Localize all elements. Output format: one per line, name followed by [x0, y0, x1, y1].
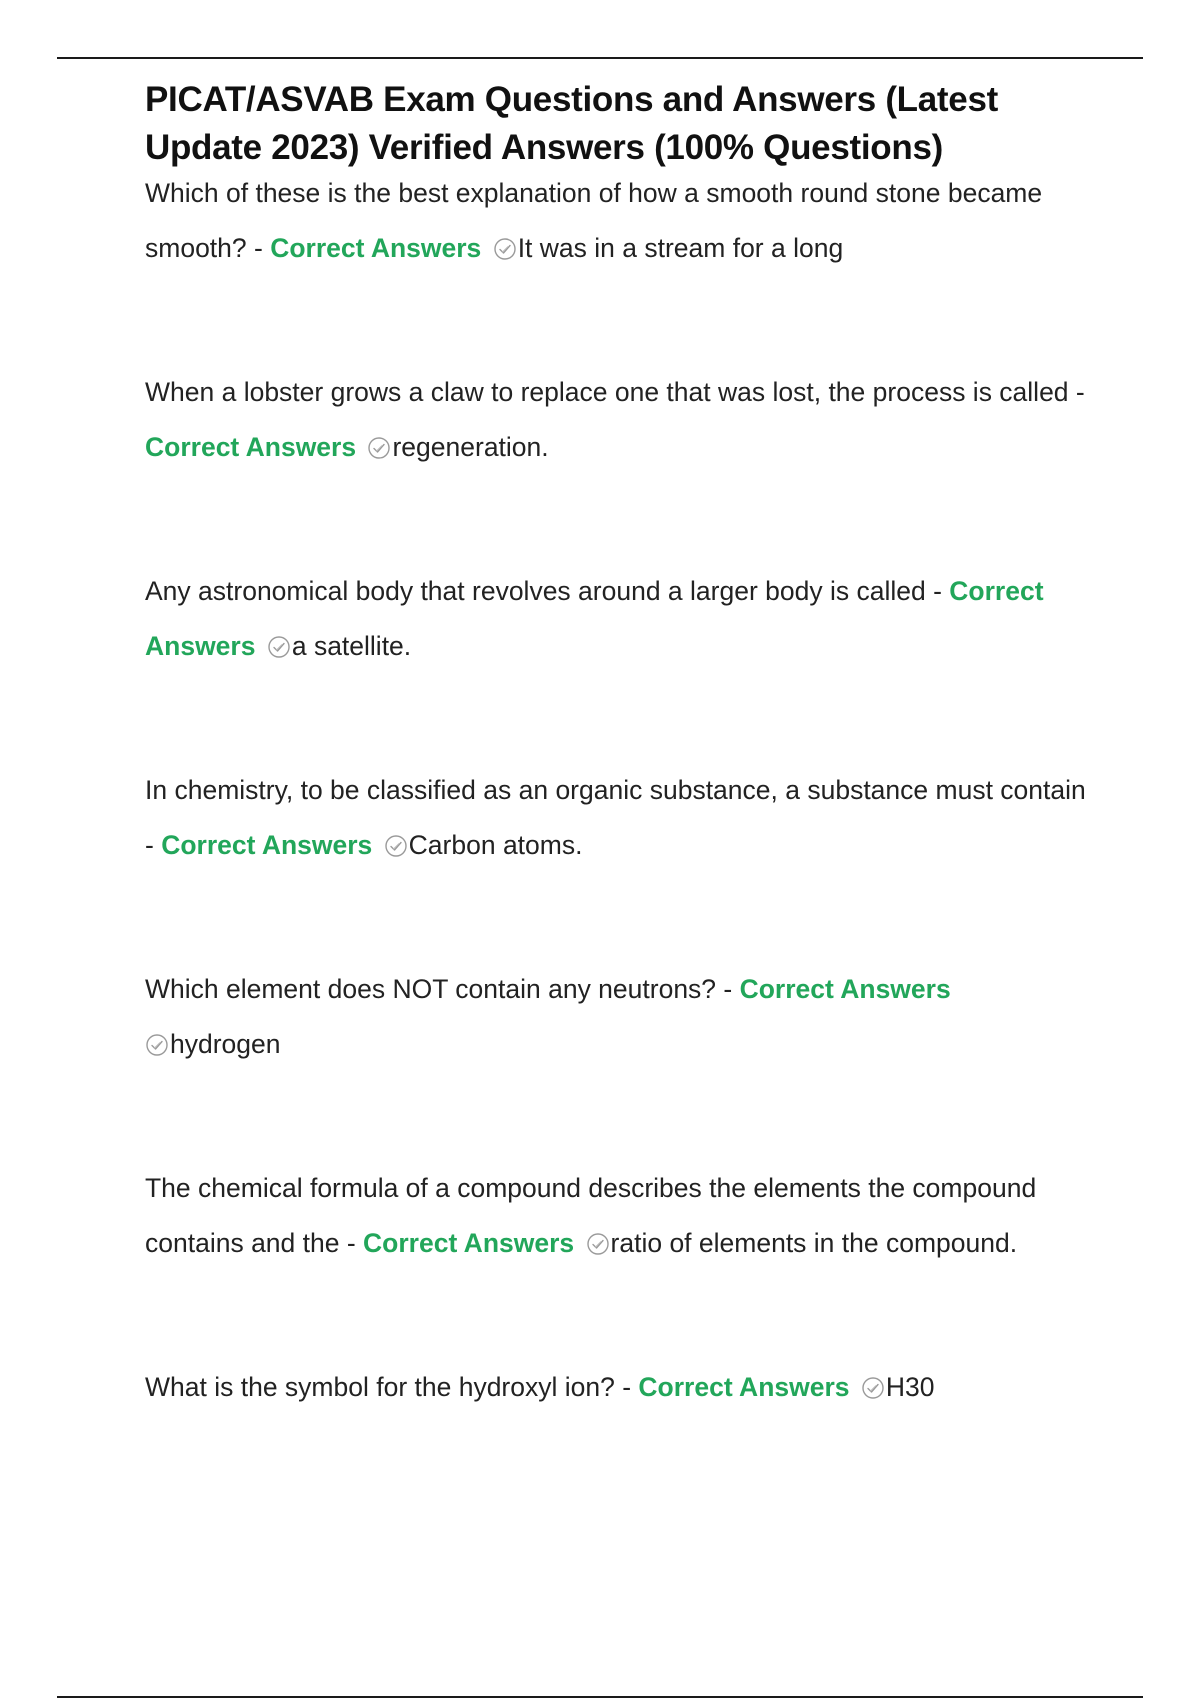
answer-text: hydrogen [170, 1029, 281, 1059]
answer-text: ratio of elements in the compound. [610, 1228, 1018, 1258]
question-text: Which of these is the best explanation of how a smooth round stone became smooth? [145, 178, 1043, 263]
document-title-line-1: PICAT/ASVAB Exam Questions and Answers (Latest [145, 80, 998, 119]
correct-answers-label: Correct Answers [739, 974, 951, 1004]
qa-item [145, 1360, 1095, 1415]
qa-item [145, 1161, 1095, 1271]
answer-text: a satellite. [291, 631, 412, 661]
question-text: Any astronomical body that revolves around a larger body is called [145, 576, 926, 606]
check-circle-icon [586, 1232, 610, 1256]
correct-answers-label: Correct Answers [145, 432, 357, 462]
qa-item [145, 564, 1095, 674]
answer-text: H30 [885, 1372, 935, 1402]
separator: - [246, 233, 271, 263]
qa-item [145, 166, 1095, 276]
separator: - [614, 1372, 639, 1402]
document-body [145, 76, 1095, 1504]
answer-text: regeneration. [392, 432, 549, 462]
check-circle-icon [267, 635, 291, 659]
question-text: What is the symbol for the hydroxyl ion? [145, 1372, 615, 1402]
top-rule [57, 57, 1143, 59]
answer-text: It was in a stream for a long [517, 233, 844, 263]
separator: - [339, 1228, 364, 1258]
correct-answers-label: Correct Answers [363, 1228, 575, 1258]
check-circle-icon [145, 1033, 169, 1057]
correct-answers-label: Correct Answers [145, 576, 1044, 661]
check-circle-icon [493, 237, 517, 261]
question-text: In chemistry, to be classified as an organic substance, a substance must contain [145, 775, 1086, 805]
check-circle-icon [861, 1376, 885, 1400]
separator: - [1068, 377, 1085, 407]
qa-item [145, 962, 1095, 1072]
question-text: Which element does NOT contain any neutrons? [145, 974, 717, 1004]
qa-item [145, 365, 1095, 475]
separator: - [716, 974, 740, 1004]
question-text: The chemical formula of a compound describes the elements the compound contains and the [145, 1173, 1037, 1258]
check-circle-icon [384, 834, 408, 858]
question-text: When a lobster grows a claw to replace one that was lost, the process is called [145, 377, 1069, 407]
document-title [145, 76, 1095, 172]
correct-answers-label: Correct Answers [161, 830, 373, 860]
answer-text: Carbon atoms. [408, 830, 583, 860]
document-title-line-2: Update 2023) Verified Answers (100% Questions) [145, 128, 943, 167]
separator: - [925, 576, 950, 606]
check-circle-icon [367, 436, 391, 460]
correct-answers-label: Correct Answers [270, 233, 482, 263]
qa-item [145, 763, 1095, 873]
qa-list [145, 166, 1095, 1415]
correct-answers-label: Correct Answers [638, 1372, 850, 1402]
separator: - [145, 830, 162, 860]
bottom-rule [57, 1696, 1143, 1698]
